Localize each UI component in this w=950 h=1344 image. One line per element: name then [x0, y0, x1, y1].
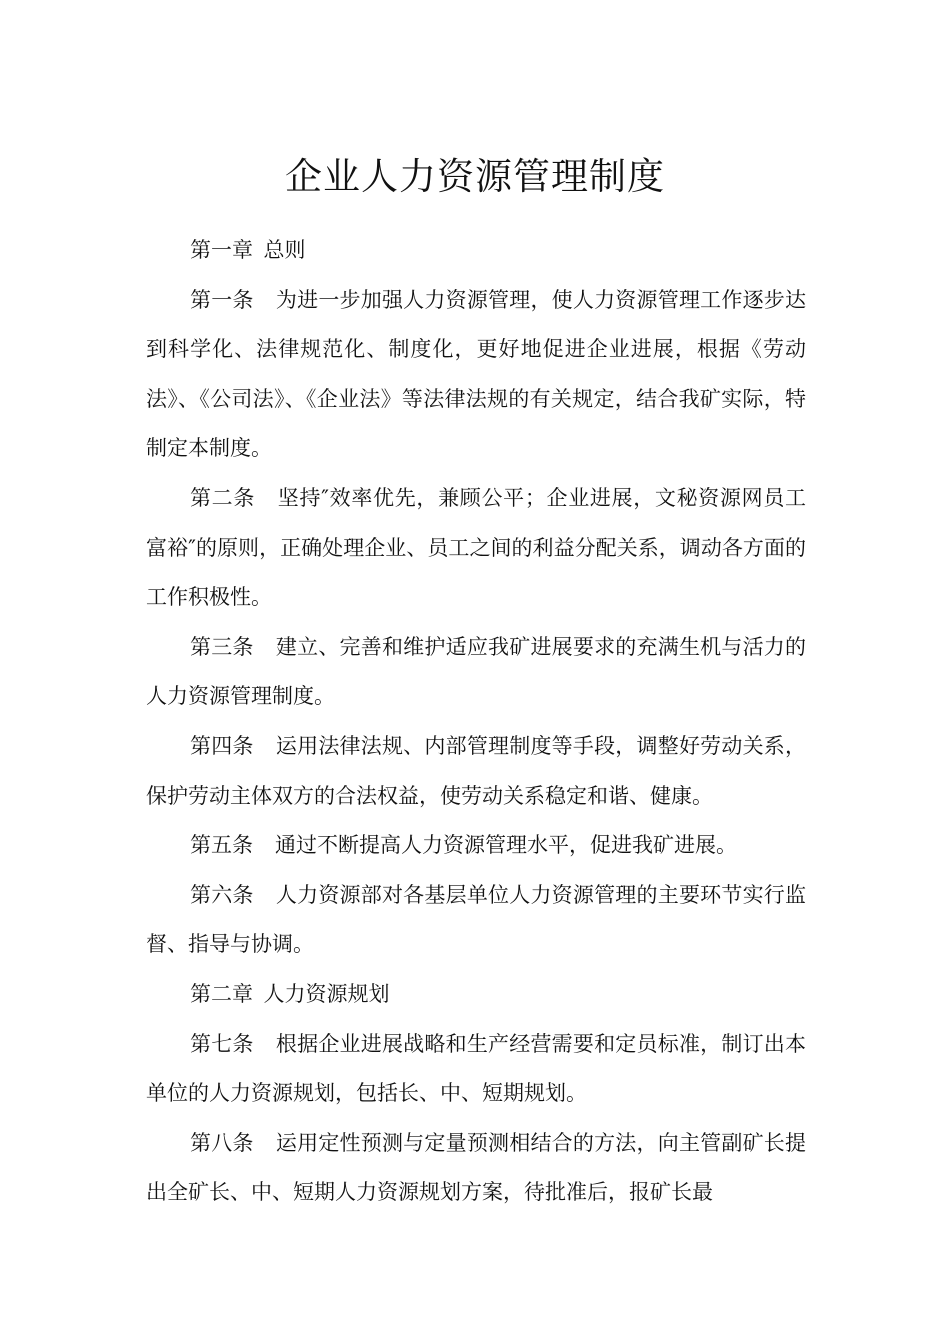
article-paragraph — [146, 722, 806, 821]
paragraph-text: 人力资源部对各基层单位人力资源管理的主要环节实行监督、指导与协调。 — [146, 882, 807, 957]
paragraph-text: 为进一步加强人力资源管理，使人力资源管理工作逐步达到科学化、法律规范化、制度化，更好地促进企业进展，根据《劳动法》、《公司法》、《企业法》等法律法规的有关规定，结合我矿实际，特制定本制度。 — [146, 287, 807, 461]
article-paragraph — [146, 474, 806, 623]
chapter-heading — [146, 226, 806, 276]
paragraph-label: 第四条 — [190, 733, 254, 758]
paragraph-label: 第二章 — [190, 981, 253, 1006]
article-paragraph — [146, 1119, 806, 1218]
article-paragraph — [146, 1020, 806, 1119]
paragraph-label: 第一章 — [190, 238, 253, 262]
paragraph-label: 第一条 — [190, 287, 254, 312]
article-paragraph — [146, 871, 806, 970]
paragraph-text: 运用法律法规、内部管理制度等手段，调整好劳动关系，保护劳动主体双方的合法权益，使劳动关系稳定和谐、健康。 — [146, 733, 807, 808]
paragraph-label: 第八条 — [190, 1130, 254, 1155]
paragraph-text: 运用定性预测与定量预测相结合的方法，向主管副矿长提出全矿长、中、短期人力资源规划方案，待批准后，报矿长最 — [146, 1130, 807, 1205]
article-paragraph — [146, 276, 806, 474]
paragraph-text: 通过不断提高人力资源管理水平，促进我矿进展。 — [275, 833, 738, 858]
paragraph-text: 根据企业进展战略和生产经营需要和定员标准，制订出本单位的人力资源规划，包括长、中、短期规划。 — [146, 1031, 807, 1106]
paragraph-label: 第六条 — [190, 882, 254, 907]
article-paragraph — [146, 821, 806, 871]
paragraph-label: 第三条 — [190, 634, 254, 659]
paragraph-label: 第二条 — [190, 485, 256, 510]
article-paragraph — [146, 623, 806, 722]
chapter-heading — [146, 970, 806, 1020]
paragraph-text: 总则 — [263, 238, 306, 262]
paragraph-text: 人力资源规划 — [263, 981, 390, 1006]
document-body — [146, 226, 806, 1218]
paragraph-text: 建立、完善和维护适应我矿进展要求的充满生机与活力的人力资源管理制度。 — [146, 634, 807, 709]
paragraph-text: 坚持″效率优先，兼顾公平；企业进展，文秘资源网员工富裕″的原则，正确处理企业、员工之间的利益分配关系，调动各方面的工作积极性。 — [146, 485, 807, 610]
paragraph-label: 第七条 — [190, 1031, 254, 1056]
document-title: 企业人力资源管理制度 — [285, 154, 665, 198]
paragraph-label: 第五条 — [190, 833, 253, 858]
